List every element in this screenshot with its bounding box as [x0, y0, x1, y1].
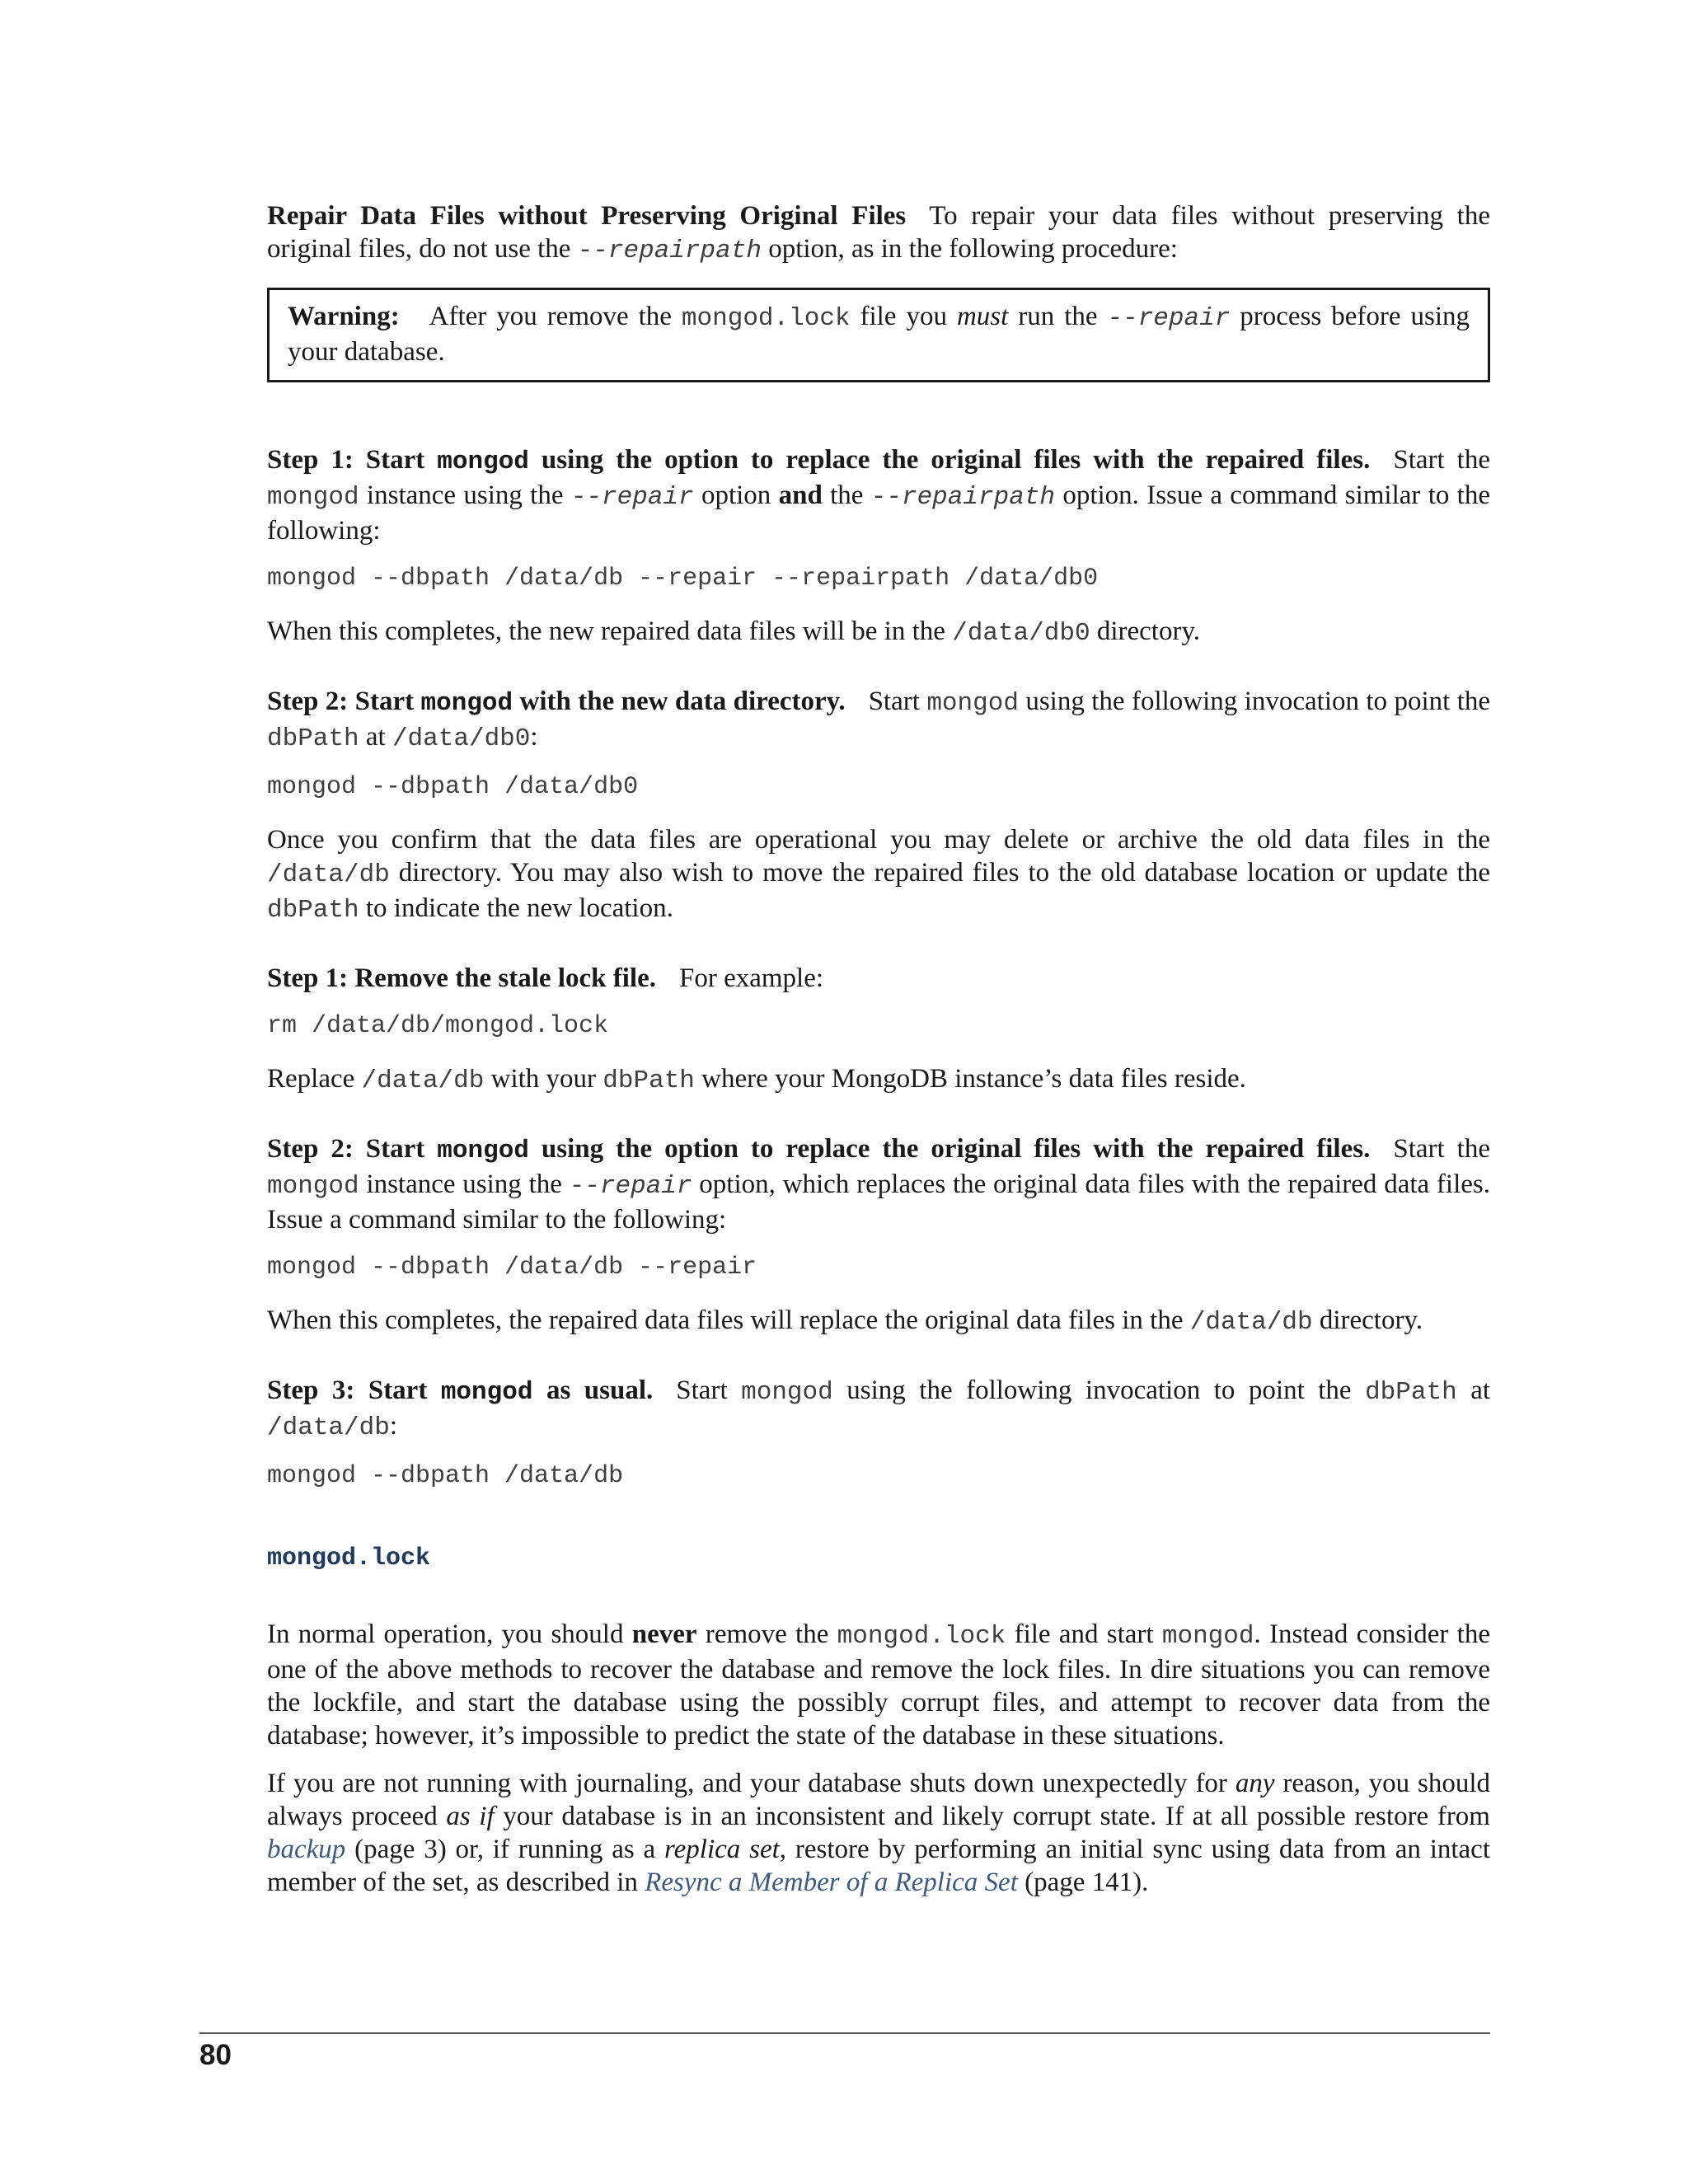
intro-heading: Repair Data Files without Preserving Original Files	[267, 201, 907, 231]
body-text: (page 3) or, if running as a	[345, 1835, 665, 1864]
code-block: mongod --dbpath /data/db0	[267, 773, 639, 801]
step-b1	[267, 962, 1490, 1098]
step-b2-result	[267, 1304, 1490, 1339]
bold-never: never	[631, 1619, 697, 1649]
intro-paragraph	[267, 199, 1490, 268]
step-text: :	[530, 722, 538, 752]
body-text: (page 141).	[1017, 1868, 1149, 1897]
body-text: remove the	[696, 1619, 837, 1649]
code-block: rm /data/db/mongod.lock	[267, 1012, 609, 1040]
warning-text	[288, 300, 1470, 368]
step-text: the	[822, 480, 871, 510]
step-a1-heading	[267, 445, 1370, 475]
bold-and: and	[778, 480, 823, 510]
step-text: directory.	[1090, 616, 1201, 646]
step-b1-paragraph	[267, 962, 1490, 995]
step-text: For example:	[678, 963, 824, 993]
step-heading-text: Step 3: Start	[267, 1376, 441, 1405]
inline-code: mongod	[267, 483, 359, 512]
step-a1-result	[267, 615, 1490, 650]
step-b2-paragraph	[267, 1132, 1490, 1236]
step-text: Replace	[267, 1064, 362, 1094]
body-text: In normal operation, you should	[267, 1619, 632, 1649]
body-text: , restore by performing an initial sync using data from an intact member of the set, as described in	[267, 1835, 1490, 1897]
emphasis-as-if: as if	[446, 1802, 495, 1831]
step-b3-paragraph	[267, 1374, 1490, 1445]
step-b3	[267, 1374, 1490, 1493]
page-number: 80	[199, 2039, 232, 2071]
step-text: Once you confirm that the data files are operational you may delete or archive the old data files in the	[267, 825, 1490, 855]
step-a1	[267, 443, 1490, 650]
lock-paragraph-1	[267, 1618, 1490, 1752]
inline-option: --repair	[570, 483, 694, 512]
step-a1-paragraph	[267, 443, 1490, 547]
step-text: with your	[484, 1064, 603, 1094]
inline-code: dbPath	[267, 724, 359, 753]
step-heading-code: mongod	[440, 1378, 533, 1407]
step-text: using the following invocation to point the	[832, 1376, 1366, 1405]
step-heading-text: using the option to replace the original files with the repaired files.	[528, 1134, 1371, 1164]
step-heading-text: as usual.	[532, 1376, 654, 1405]
step-text: at	[359, 722, 392, 752]
step-a2-heading	[267, 687, 846, 716]
code-block: mongod --dbpath /data/db --repair	[267, 1254, 757, 1282]
step-text: option, which replaces the original data files with the repaired data files. Issue a command similar to the following:	[267, 1169, 1490, 1235]
inline-code: /data/db	[267, 1413, 390, 1442]
inline-option: --repair	[569, 1172, 692, 1201]
page-content	[267, 199, 1490, 1899]
step-text: Start the	[1393, 1134, 1490, 1164]
body-text: file and start	[1006, 1619, 1162, 1649]
step-text: at	[1456, 1376, 1491, 1405]
inline-code: /data/db0	[952, 619, 1090, 648]
mongod-lock-code: mongod.lock	[681, 304, 851, 333]
step-text: When this completes, the new repaired data files will be in the	[267, 616, 953, 646]
inline-code: /data/db	[361, 1066, 485, 1095]
code-block: mongod --dbpath /data/db	[267, 1462, 624, 1490]
step-b2-heading	[267, 1134, 1370, 1164]
footer-rule	[199, 2032, 1490, 2034]
warning-span: file you	[850, 302, 957, 331]
step-text: Start the	[1393, 445, 1490, 475]
step-text: Start	[676, 1376, 742, 1405]
body-text: If you are not running with journaling, and your database shuts down unexpectedly for	[267, 1769, 1236, 1798]
intro-text: To repair your data files without preserving the original files, do not use the	[267, 201, 1490, 264]
inline-code: mongod	[1161, 1622, 1254, 1651]
inline-code: dbPath	[603, 1066, 695, 1095]
step-text: Start	[868, 687, 927, 716]
step-heading-text: with the new data directory.	[513, 687, 846, 716]
emphasis-any: any	[1235, 1769, 1275, 1798]
step-text: instance using the	[359, 480, 571, 510]
step-heading-text: Step 1: Start	[267, 445, 438, 475]
mongod-lock-section	[267, 1542, 1490, 1899]
inline-code: /data/db	[1189, 1308, 1313, 1337]
step-a2-note	[267, 823, 1490, 927]
step-text: directory. You may also wish to move the repaired files to the old database location or update the	[389, 858, 1490, 888]
step-text: instance using the	[359, 1169, 570, 1199]
step-heading-code: mongod	[420, 689, 513, 718]
step-heading-code: mongod	[437, 448, 529, 476]
warning-span: process before using your database.	[288, 302, 1470, 367]
warning-span: After you remove the	[429, 302, 682, 331]
step-heading-text: using the option to replace the original files with the repaired files.	[528, 445, 1371, 475]
inline-code: dbPath	[267, 896, 359, 925]
resync-member-link[interactable]: Resync a Member of a Replica Set	[645, 1868, 1018, 1897]
repair-option: --repair	[1107, 304, 1231, 333]
step-b2	[267, 1132, 1490, 1339]
inline-option: --repairpath	[870, 483, 1056, 512]
inline-code: mongod	[926, 689, 1019, 718]
inline-code: mongod	[741, 1378, 833, 1407]
step-b1-note	[267, 1062, 1490, 1098]
step-text: where your MongoDB instance’s data files reside.	[694, 1064, 1246, 1094]
code-block: mongod --dbpath /data/db --repair --repairpath /data/db0	[267, 565, 1099, 593]
lock-paragraph-2	[267, 1767, 1490, 1899]
step-text: :	[389, 1411, 397, 1441]
step-text: When this completes, the repaired data files will replace the original data files in the	[267, 1305, 1190, 1335]
step-text: to indicate the new location.	[359, 893, 673, 923]
inline-code: /data/db0	[392, 724, 531, 753]
repairpath-option: --repairpath	[577, 237, 762, 265]
inline-code: mongod	[267, 1172, 359, 1201]
step-text: directory.	[1312, 1305, 1423, 1335]
warning-box	[267, 288, 1490, 382]
inline-code: dbPath	[1365, 1378, 1457, 1407]
warning-label: Warning:	[288, 302, 400, 331]
step-heading-text: Step 2: Start	[267, 687, 421, 716]
step-text: option	[693, 480, 779, 510]
inline-code: mongod.lock	[837, 1622, 1006, 1651]
warning-span: run the	[1008, 302, 1108, 331]
body-text: . Instead consider the one of the above methods to recover the database and remove the lock files. In dire situations you can remove the lockfile, and start the database using the possibly corrupt files, and attempt to recover data from the database; however, it’s impossible to predict the state of the database in these situations.	[267, 1619, 1490, 1750]
step-text: using the following invocation to point the	[1018, 687, 1491, 716]
step-heading-text: Step 2: Start	[267, 1134, 438, 1164]
inline-code: /data/db	[267, 860, 390, 889]
step-b3-heading	[267, 1376, 653, 1405]
backup-link[interactable]: backup	[267, 1835, 346, 1864]
step-text: option. Issue a command similar to the following:	[267, 480, 1490, 546]
step-a2-paragraph	[267, 685, 1490, 756]
intro-text: option, as in the following procedure:	[761, 234, 1178, 264]
step-a2	[267, 685, 1490, 927]
section-title: mongod.lock	[267, 1544, 431, 1572]
step-heading-code: mongod	[437, 1137, 529, 1165]
emphasis-replica-set: replica set	[664, 1835, 780, 1864]
emphasis-must: must	[956, 302, 1009, 331]
body-text: reason, you should always proceed	[267, 1769, 1490, 1831]
step-b1-heading: Step 1: Remove the stale lock file.	[267, 963, 656, 993]
body-text: your database is in an inconsistent and likely corrupt state. If at all possible restore from	[494, 1802, 1490, 1831]
